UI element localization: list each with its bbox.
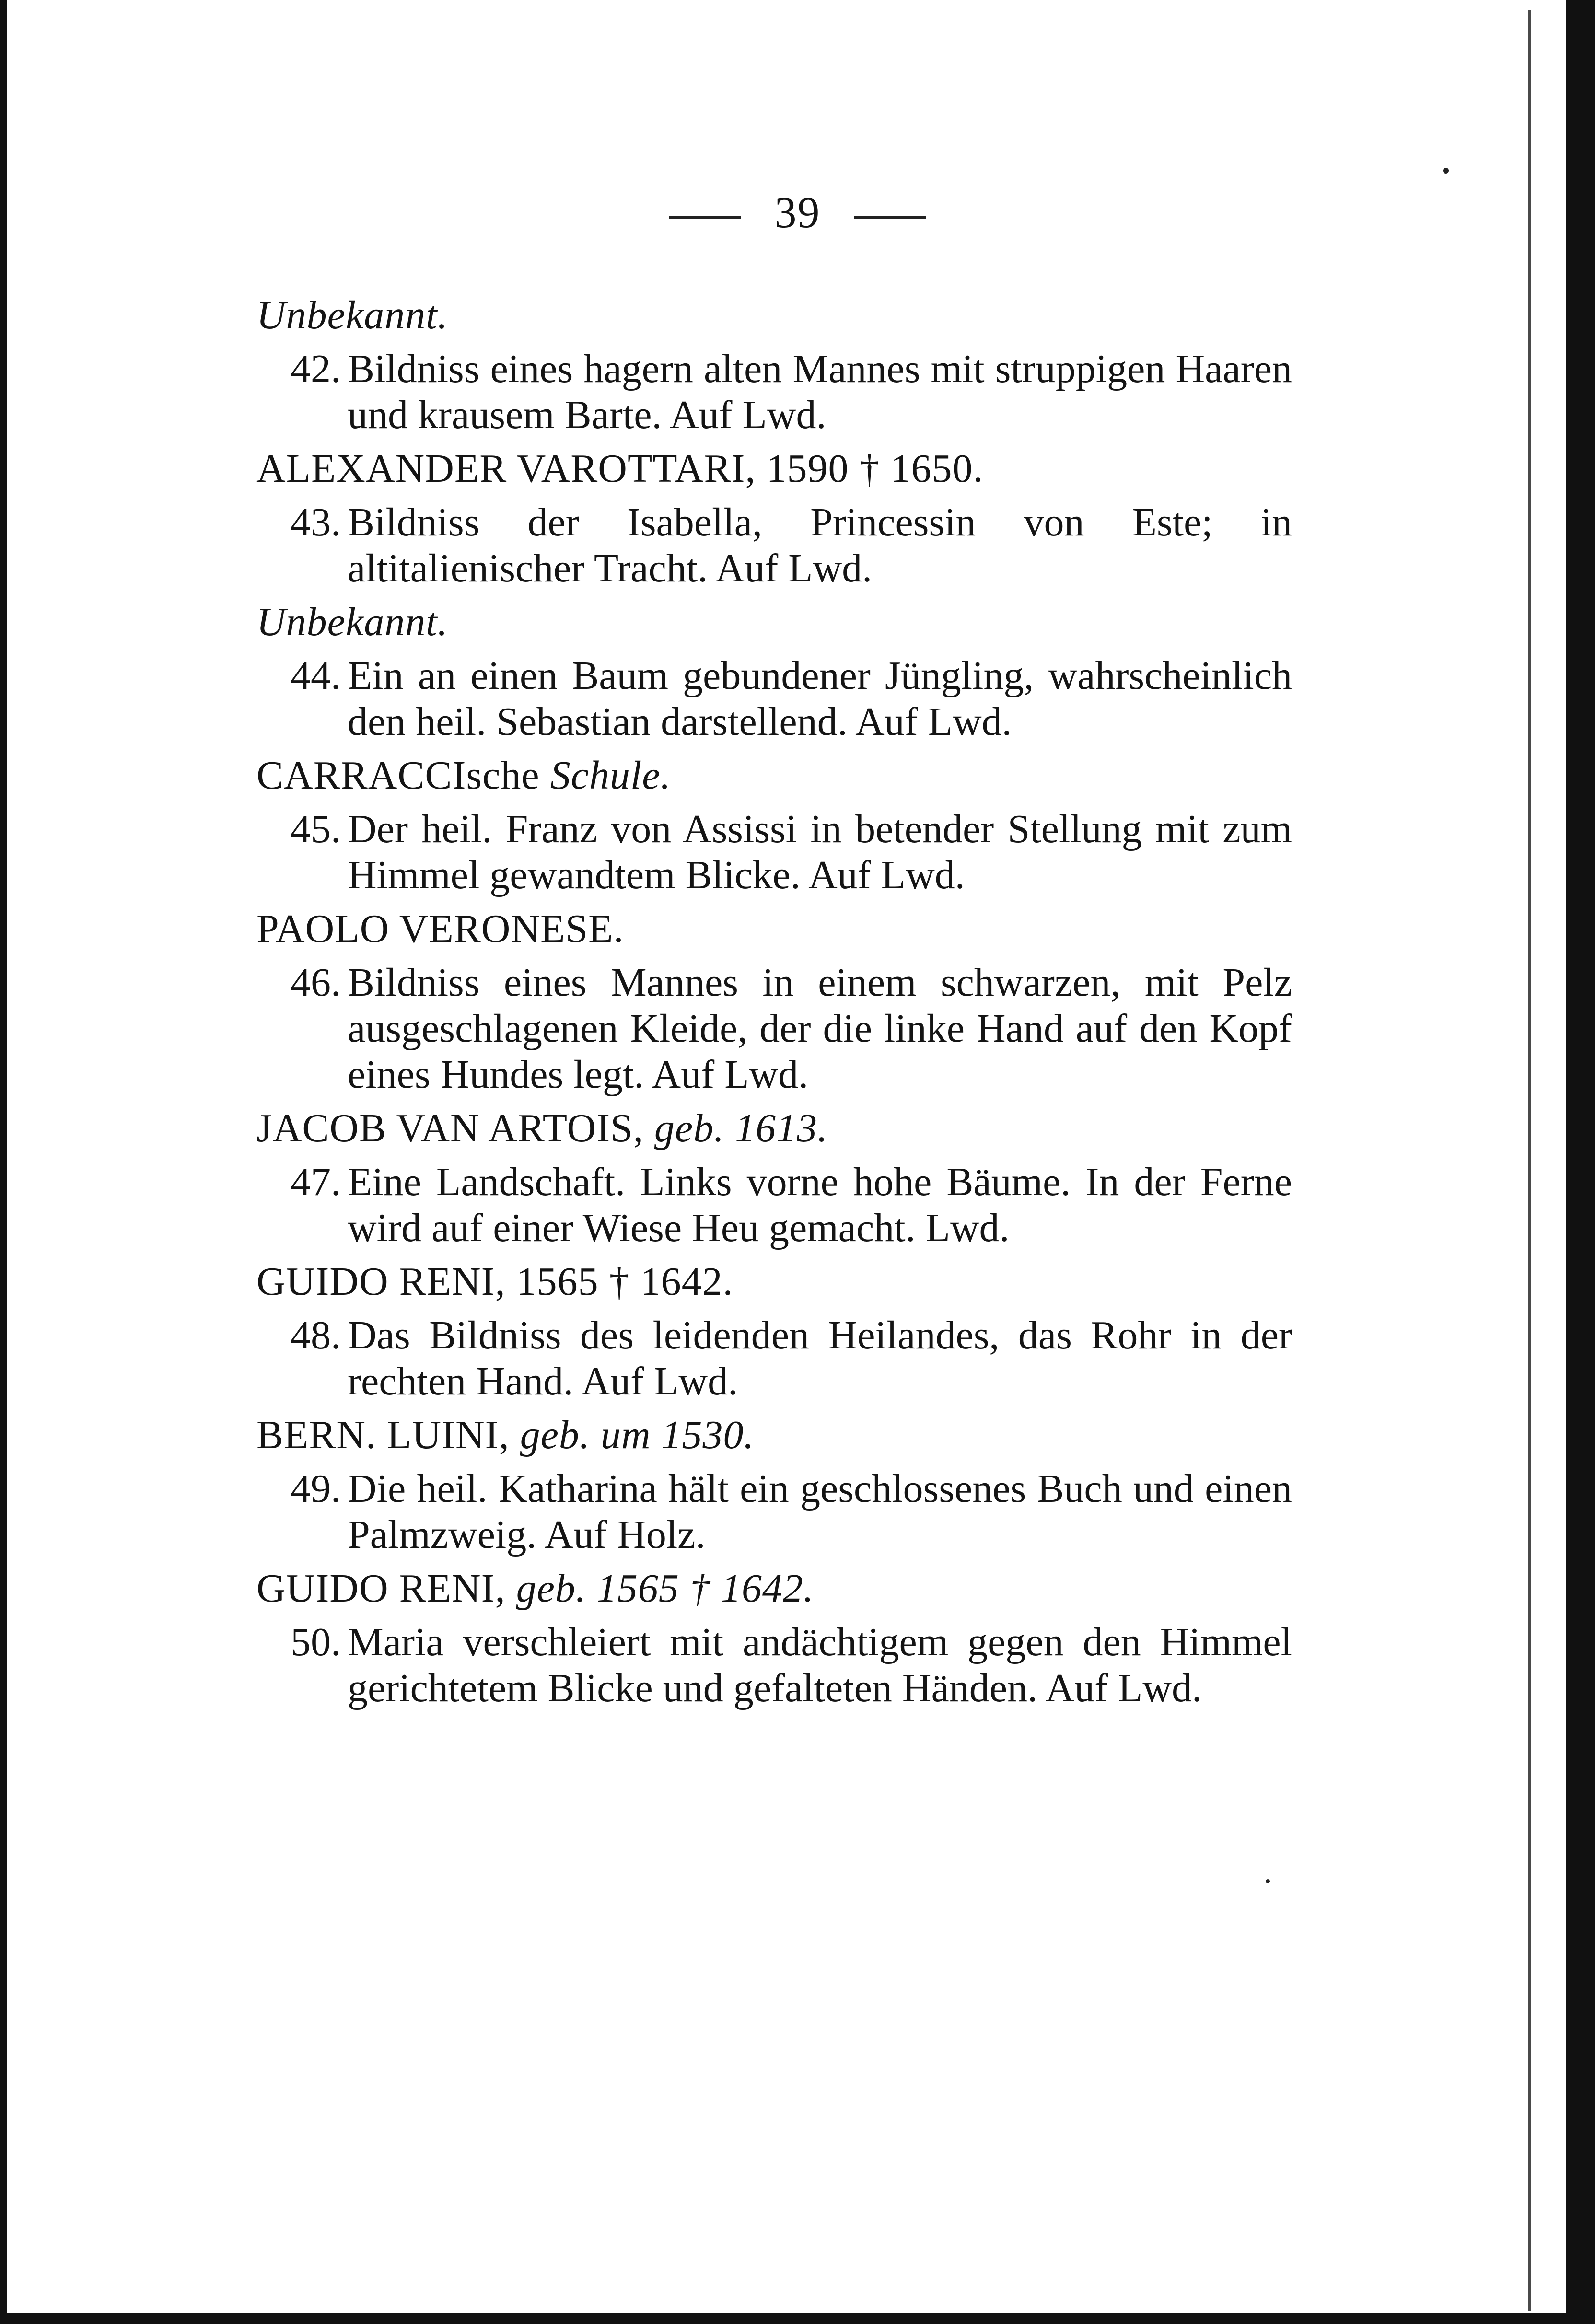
scan-rule-right bbox=[1528, 10, 1531, 2311]
entry-number: 42. bbox=[291, 347, 341, 391]
entry-description: Bildniss eines hagern alten Mannes mit struppigen Haaren und krausem Barte. Auf Lwd. bbox=[348, 347, 1292, 437]
entry-description: Bildniss der Isabella, Princessin von Este; in altitalienischer Tracht. Auf Lwd. bbox=[348, 500, 1292, 591]
artist-note: geb. 1613. bbox=[654, 1106, 828, 1150]
artist-note: geb. 1565 † 1642. bbox=[516, 1566, 814, 1611]
entry-description: Maria verschleiert mit andächtigem gegen den Himmel gerichtetem Blicke und gefalteten Händen. Auf Lwd. bbox=[348, 1620, 1292, 1710]
scan-edge-left bbox=[0, 0, 7, 2324]
artist-heading bbox=[256, 753, 1292, 799]
entry-number: 50. bbox=[291, 1620, 341, 1664]
entry-number: 44. bbox=[291, 653, 341, 698]
catalogue-entry bbox=[256, 500, 1292, 592]
entry-number: 47. bbox=[291, 1160, 341, 1204]
entry-description: Das Bildniss des leidenden Heilandes, das Rohr in der rechten Hand. Auf Lwd. bbox=[348, 1313, 1292, 1404]
entry-description: Der heil. Franz von Assissi in betender Stellung mit zum Himmel gewandtem Blicke. Auf Lwd. bbox=[348, 807, 1292, 897]
entry-number: 46. bbox=[291, 960, 341, 1005]
catalogue-entry bbox=[256, 346, 1292, 438]
page-number-value: 39 bbox=[774, 188, 821, 237]
ink-speck bbox=[1266, 1879, 1270, 1883]
artist-name: PAOLO VERONESE. bbox=[256, 906, 624, 951]
artist-heading bbox=[256, 1566, 1292, 1612]
entry-description: Ein an einen Baum gebundener Jüngling, wahrscheinlich den heil. Sebastian darstellend. Auf Lwd. bbox=[348, 653, 1292, 744]
artist-heading bbox=[256, 1259, 1292, 1305]
artist-heading bbox=[256, 292, 1292, 338]
artist-name: GUIDO RENI, 1565 † 1642. bbox=[256, 1259, 733, 1304]
entry-description: Bildniss eines Mannes in einem schwarzen, mit Pelz ausgeschlagenen Kleide, der die linke Hand auf den Kopf eines Hundes legt. Auf Lwd. bbox=[348, 960, 1292, 1097]
artist-heading bbox=[256, 1105, 1292, 1151]
artist-name: CARRACCIsche bbox=[256, 753, 540, 798]
scan-edge-bottom bbox=[0, 2313, 1595, 2324]
artist-note: Unbekannt. bbox=[256, 600, 448, 644]
ink-speck bbox=[1443, 168, 1449, 174]
entry-number: 43. bbox=[291, 500, 341, 545]
artist-name: BERN. LUINI, bbox=[256, 1413, 510, 1457]
page-number-dash-right bbox=[854, 216, 926, 219]
artist-name: JACOB VAN ARTOIS, bbox=[256, 1106, 644, 1150]
artist-heading bbox=[256, 906, 1292, 952]
catalogue-entry bbox=[256, 806, 1292, 898]
entry-number: 48. bbox=[291, 1313, 341, 1358]
catalogue-entry bbox=[256, 1466, 1292, 1558]
page-number-dash-left bbox=[669, 216, 741, 219]
artist-heading bbox=[256, 446, 1292, 492]
artist-note: Schule. bbox=[550, 753, 671, 798]
artist-note: geb. um 1530. bbox=[520, 1413, 755, 1457]
catalogue-entry bbox=[256, 1619, 1292, 1711]
artist-name: ALEXANDER VAROTTARI, 1590 † 1650. bbox=[256, 446, 984, 491]
catalogue-entry bbox=[256, 1159, 1292, 1251]
catalogue-entry bbox=[256, 960, 1292, 1098]
artist-heading bbox=[256, 1412, 1292, 1458]
artist-note: Unbekannt. bbox=[256, 293, 448, 337]
entry-description: Eine Landschaft. Links vorne hohe Bäume. In der Ferne wird auf einer Wiese Heu gemacht. Lwd. bbox=[348, 1160, 1292, 1250]
entry-number: 45. bbox=[291, 807, 341, 851]
page-number bbox=[0, 187, 1595, 238]
scan-edge-right bbox=[1566, 0, 1595, 2324]
entry-description: Die heil. Katharina hält ein geschlossenes Buch und einen Palmzweig. Auf Holz. bbox=[348, 1466, 1292, 1557]
catalogue-entry bbox=[256, 653, 1292, 745]
artist-name: GUIDO RENI, bbox=[256, 1566, 506, 1611]
artist-heading bbox=[256, 599, 1292, 645]
catalogue-list bbox=[256, 292, 1292, 1719]
entry-number: 49. bbox=[291, 1466, 341, 1511]
catalogue-entry bbox=[256, 1313, 1292, 1405]
